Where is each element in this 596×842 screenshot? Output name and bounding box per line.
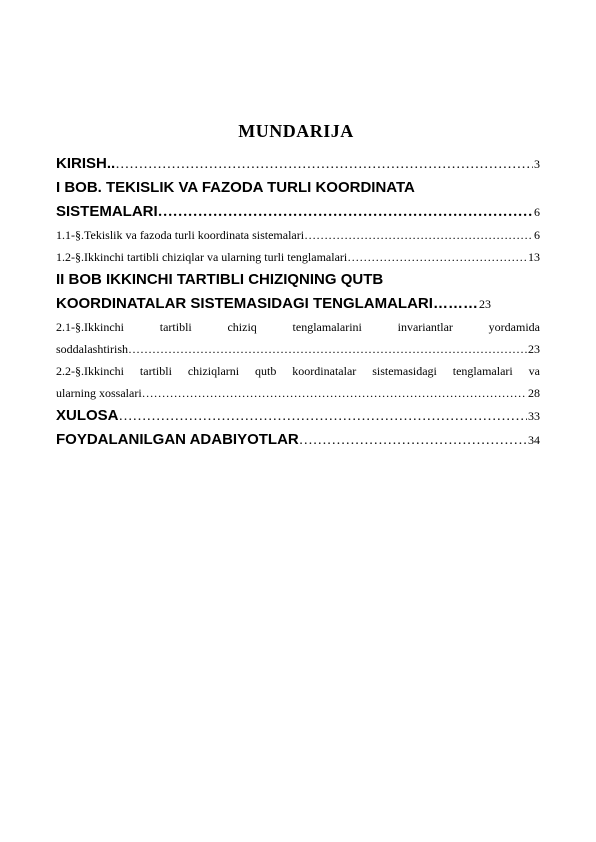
leader-dots: ………: [432, 295, 478, 312]
toc-entry-label: 1.2-§.Ikkinchi tartibli chiziqlar va ularning turli tenglamalari: [56, 250, 348, 264]
toc-entry-label: FOYDALANILGAN ADABIYOTLAR: [56, 431, 299, 448]
toc-entry-bob1-line1: I BOB. TEKISLIK VA FAZODA TURLI KOORDINATA: [56, 179, 415, 196]
toc-entry-2-1-line1: 2.1-§.Ikkinchi tartibli chiziq tenglamalarini invariantlar yordamida: [56, 320, 540, 334]
toc-entry-adabiyotlar[interactable]: [56, 428, 540, 452]
toc-entry-label: 1.1-§.Tekislik va fazoda turli koordinata sistemalari: [56, 228, 305, 242]
toc-entry-label: KIRISH..: [56, 155, 116, 172]
toc-entry-label: XULOSA: [56, 407, 119, 424]
leader-dots: [119, 405, 527, 428]
toc-page-number: 13: [528, 250, 540, 264]
toc-entry-kirish[interactable]: [56, 152, 540, 176]
toc-entry-label: KOORDINATALAR SISTEMASIDAGI TENGLAMALARI: [56, 295, 433, 312]
toc-entry-label: SISTEMALARI: [56, 203, 158, 220]
leader-dots: [299, 429, 527, 452]
leader-dots: [142, 382, 527, 404]
table-of-contents: [56, 152, 540, 452]
toc-page-number: 33: [528, 409, 540, 423]
toc-entry-xulosa[interactable]: [56, 404, 540, 428]
toc-entry-bob2-line1: II BOB IKKINCHI TARTIBLI CHIZIQNING QUTB: [56, 271, 384, 288]
toc-page-number: 6: [534, 205, 540, 219]
toc-page-number: 34: [528, 433, 540, 447]
toc-entry-2-2[interactable]: [56, 382, 540, 404]
page-title: MUNDARIJA: [238, 121, 354, 141]
toc-page-number: 23: [528, 342, 540, 356]
toc-page-number: 3: [534, 157, 540, 171]
toc-entry-label: ularning xossalari: [56, 386, 142, 400]
toc-entry-2-1[interactable]: [56, 338, 540, 360]
toc-entry-bob1[interactable]: [56, 200, 540, 224]
leader-dots: [115, 153, 533, 176]
leader-dots: [347, 246, 527, 268]
toc-page-number: 28: [528, 386, 540, 400]
toc-entry-2-2-line1: 2.2-§.Ikkinchi tartibli chiziqlarni qutb koordinatalar sistemasidagi tenglamalari va: [56, 364, 540, 378]
toc-page-number: 23: [478, 297, 491, 311]
toc-page-number: 6: [534, 228, 540, 242]
leader-dots: [304, 224, 533, 246]
leader-dots: [158, 200, 533, 224]
toc-entry-bob2[interactable]: [56, 292, 540, 316]
leader-dots: [128, 338, 527, 360]
toc-entry-label: soddalashtirish: [56, 342, 128, 356]
toc-entry-1-1[interactable]: [56, 224, 540, 246]
toc-entry-1-2[interactable]: [56, 246, 540, 268]
